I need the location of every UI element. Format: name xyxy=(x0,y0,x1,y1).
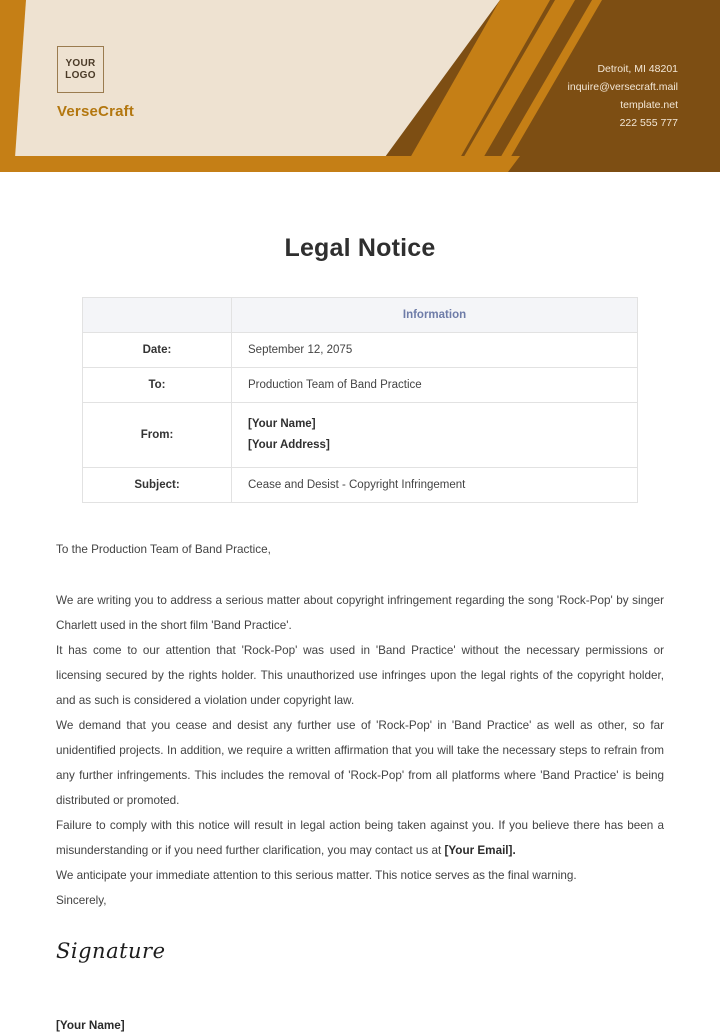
brand-name: VerseCraft xyxy=(57,103,135,120)
row-value-from xyxy=(232,403,638,468)
table-header-row xyxy=(83,298,638,333)
contact-suffix-text: . xyxy=(512,844,516,857)
body-paragraph-4 xyxy=(56,813,664,863)
row-value-from-name: [Your Name] xyxy=(248,418,316,430)
signature-name: [Your Name] xyxy=(56,1019,125,1032)
table-row xyxy=(83,403,638,468)
body-paragraph-3: We demand that you cease and desist any further use of 'Rock-Pop' in 'Band Practice' as well as other, so far unidentified projects. In addition, we require a written affirmation that you will take the necessary steps to refrain from any further infringements. This includes the removal of 'Rock-Pop' from all platforms where 'Band Practice' is being distributed or promoted. xyxy=(56,719,664,807)
logo-line-1: YOUR xyxy=(65,58,96,69)
signature-script: Signature xyxy=(56,939,166,963)
contact-website: template.net xyxy=(620,99,678,111)
your-email-placeholder: [Your Email] xyxy=(444,844,513,857)
row-label-to: To: xyxy=(83,368,232,403)
information-table xyxy=(82,297,638,503)
table-row xyxy=(83,333,638,368)
body-paragraph-5: We anticipate your immediate attention to this serious matter. This notice serves as the final warning. xyxy=(56,869,577,882)
contact-address: Detroit, MI 48201 xyxy=(597,63,678,75)
table-header-blank-cell xyxy=(83,298,232,333)
logo-placeholder xyxy=(57,46,104,93)
salutation: To the Production Team of Band Practice, xyxy=(56,543,271,556)
header-bottom-orange-bar xyxy=(0,156,520,172)
body-paragraph-1: We are writing you to address a serious matter about copyright infringement regarding the song 'Rock-Pop' by singer Charlett used in the short film 'Band Practice'. xyxy=(56,594,664,632)
contact-email: inquire@versecraft.mail xyxy=(567,81,678,93)
body-paragraph-2: It has come to our attention that 'Rock-Pop' was used in 'Band Practice' without the necessary permissions or licensing secured by the rights holder. This unauthorized use infringes upon the legal rights of the copyright holder, and as such is considered a violation under copyright law. xyxy=(56,644,664,707)
row-value-from-address: [Your Address] xyxy=(248,439,330,451)
logo-line-2: LOGO xyxy=(65,69,96,81)
table-row xyxy=(83,468,638,503)
letter-body xyxy=(56,503,664,913)
row-value-to: Production Team of Band Practice xyxy=(232,368,638,403)
row-value-date: September 12, 2075 xyxy=(232,333,638,368)
row-label-subject: Subject: xyxy=(83,468,232,503)
letterhead-header xyxy=(0,0,720,172)
contact-phone: 222 555 777 xyxy=(619,117,678,129)
row-value-subject: Cease and Desist - Copyright Infringement xyxy=(232,468,638,503)
contact-prefix-text: Failure to comply with this notice will result in legal action being taken against you. If you believe there has been a misunderstanding or if you need further clarification, you may contact us at xyxy=(56,819,664,857)
table-row xyxy=(83,368,638,403)
row-label-date: Date: xyxy=(83,333,232,368)
table-header-information: Information xyxy=(232,298,638,333)
page-title: Legal Notice xyxy=(284,234,436,262)
header-contact-block xyxy=(568,60,678,132)
row-label-from: From: xyxy=(83,403,232,468)
closing-line: Sincerely, xyxy=(56,894,107,907)
